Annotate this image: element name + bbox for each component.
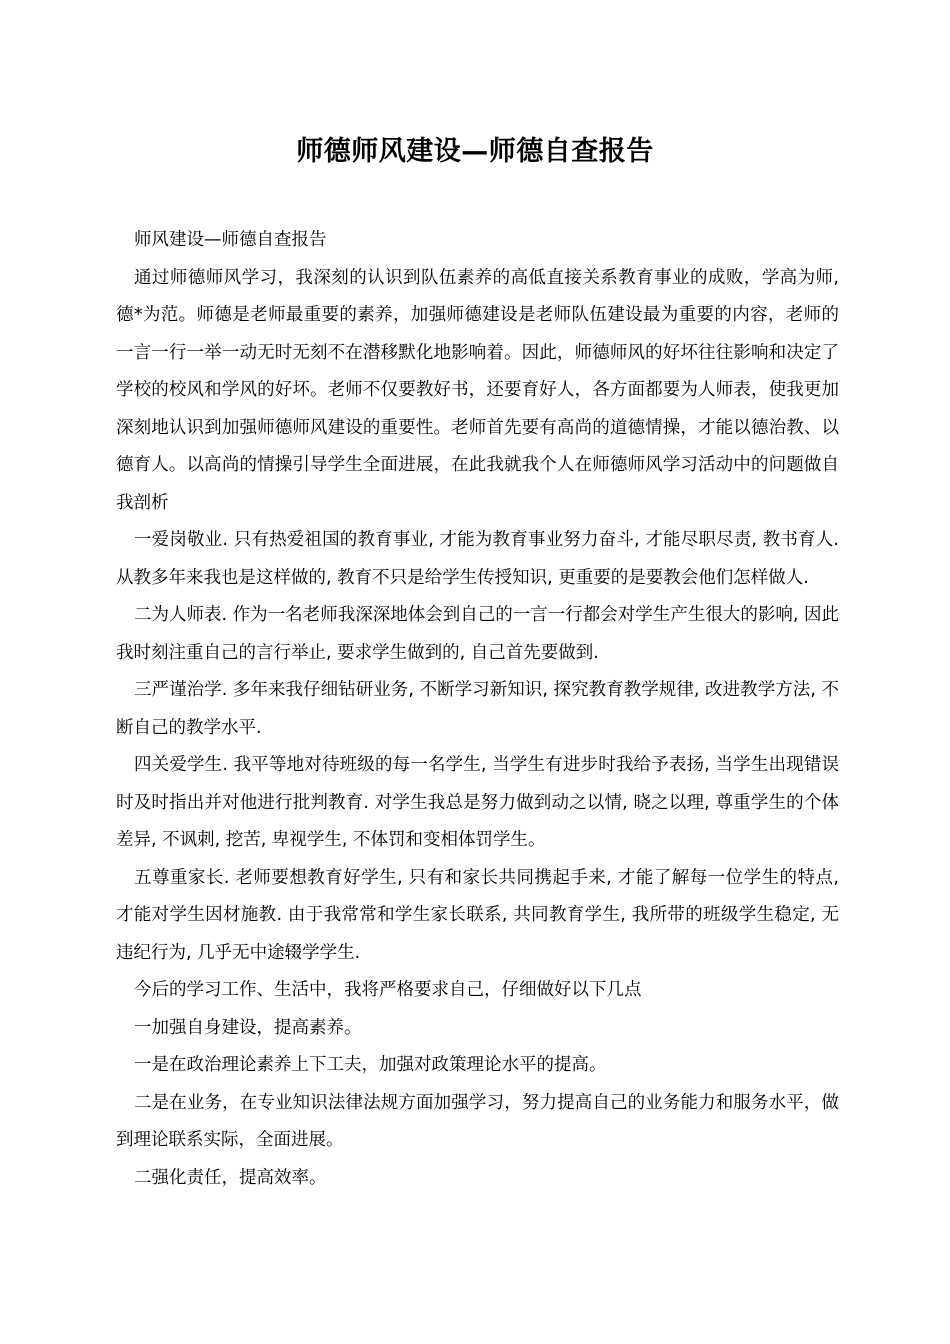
paragraph-subtitle: 师风建设—师德自查报告: [134, 230, 327, 250]
paragraph-intro: 通过师德师风学习，我深刻的认识到队伍素养的高低直接关系教育事业的成败，学高为师, 德*为范。师德是老师最重要的素养，加强师德建设是老师队伍建设最为重要的内容，老师的一言一行一举一动无时无刻不在潜移默化地影响着。因此，师德师风的好坏往往影响和决定了学校的校风和学风的好坏。老师不仅要教好书，还要育好人，各方面都要为人师表，使我更加深刻地认识到加强师德师风建设的重要性。老师首先要有高尚的道德情操，才能以德治教、以德育人。以高尚的情操引导学生全面进展，在此我就我个人在师德师风学习活动中的问题做自我剖析: [116, 267, 839, 513]
paragraph-future-intro: 今后的学习工作、生活中，我将严格要求自己，仔细做好以下几点: [134, 980, 642, 1000]
paragraph-point-2: 二为人师表. 作为一名老师我深深地体会到自己的一言一行都会对学生产生很大的影响, 因此我时刻注重自己的言行举止, 要求学生做到的, 自己首先要做到.: [116, 605, 839, 663]
paragraph-point-5: 五尊重家长. 老师要想教育好学生, 只有和家长共同携起手来, 才能了解每一位学生的特点, 才能对学生因材施教. 由于我常常和学生家长联系, 共同教育学生, 我所带的班级学生稳定, 无违纪行为, 几乎无中途辍学学生.: [116, 867, 839, 963]
document-title: 师德师风建设—师德自查报告: [296, 136, 654, 167]
paragraph-plan-1-b: 二是在业务，在专业知识法律法规方面加强学习，努力提高自己的业务能力和服务水平，做到理论联系实际，全面进展。: [116, 1092, 839, 1150]
paragraph-point-1: 一爱岗敬业. 只有热爱祖国的教育事业, 才能为教育事业努力奋斗, 才能尽职尽责, 教书育人. 从教多年来我也是这样做的, 教育不只是给学生传授知识, 更重要的是要教会他们怎样做人.: [116, 530, 839, 588]
paragraph-plan-2: 二强化责任，提高效率。: [134, 1167, 327, 1188]
paragraph-plan-1: 一加强自身建设，提高素养。: [134, 1017, 362, 1038]
paragraph-plan-1-a: 一是在政治理论素养上下工夫，加强对政策理论水平的提高。: [134, 1055, 607, 1075]
document-body: [116, 222, 839, 1197]
paragraph-point-3: 三严谨治学. 多年来我仔细钻研业务, 不断学习新知识, 探究教育教学规律, 改进教学方法, 不断自己的教学水平.: [116, 680, 839, 738]
paragraph-point-4: 四关爱学生. 我平等地对待班级的每一名学生, 当学生有进步时我给予表扬, 当学生出现错误时及时指出并对他进行批判教育. 对学生我总是努力做到动之以情, 晓之以理, 尊重学生的个体差异, 不讽刺, 挖苦, 卑视学生, 不体罚和变相体罚学生。: [116, 755, 839, 850]
